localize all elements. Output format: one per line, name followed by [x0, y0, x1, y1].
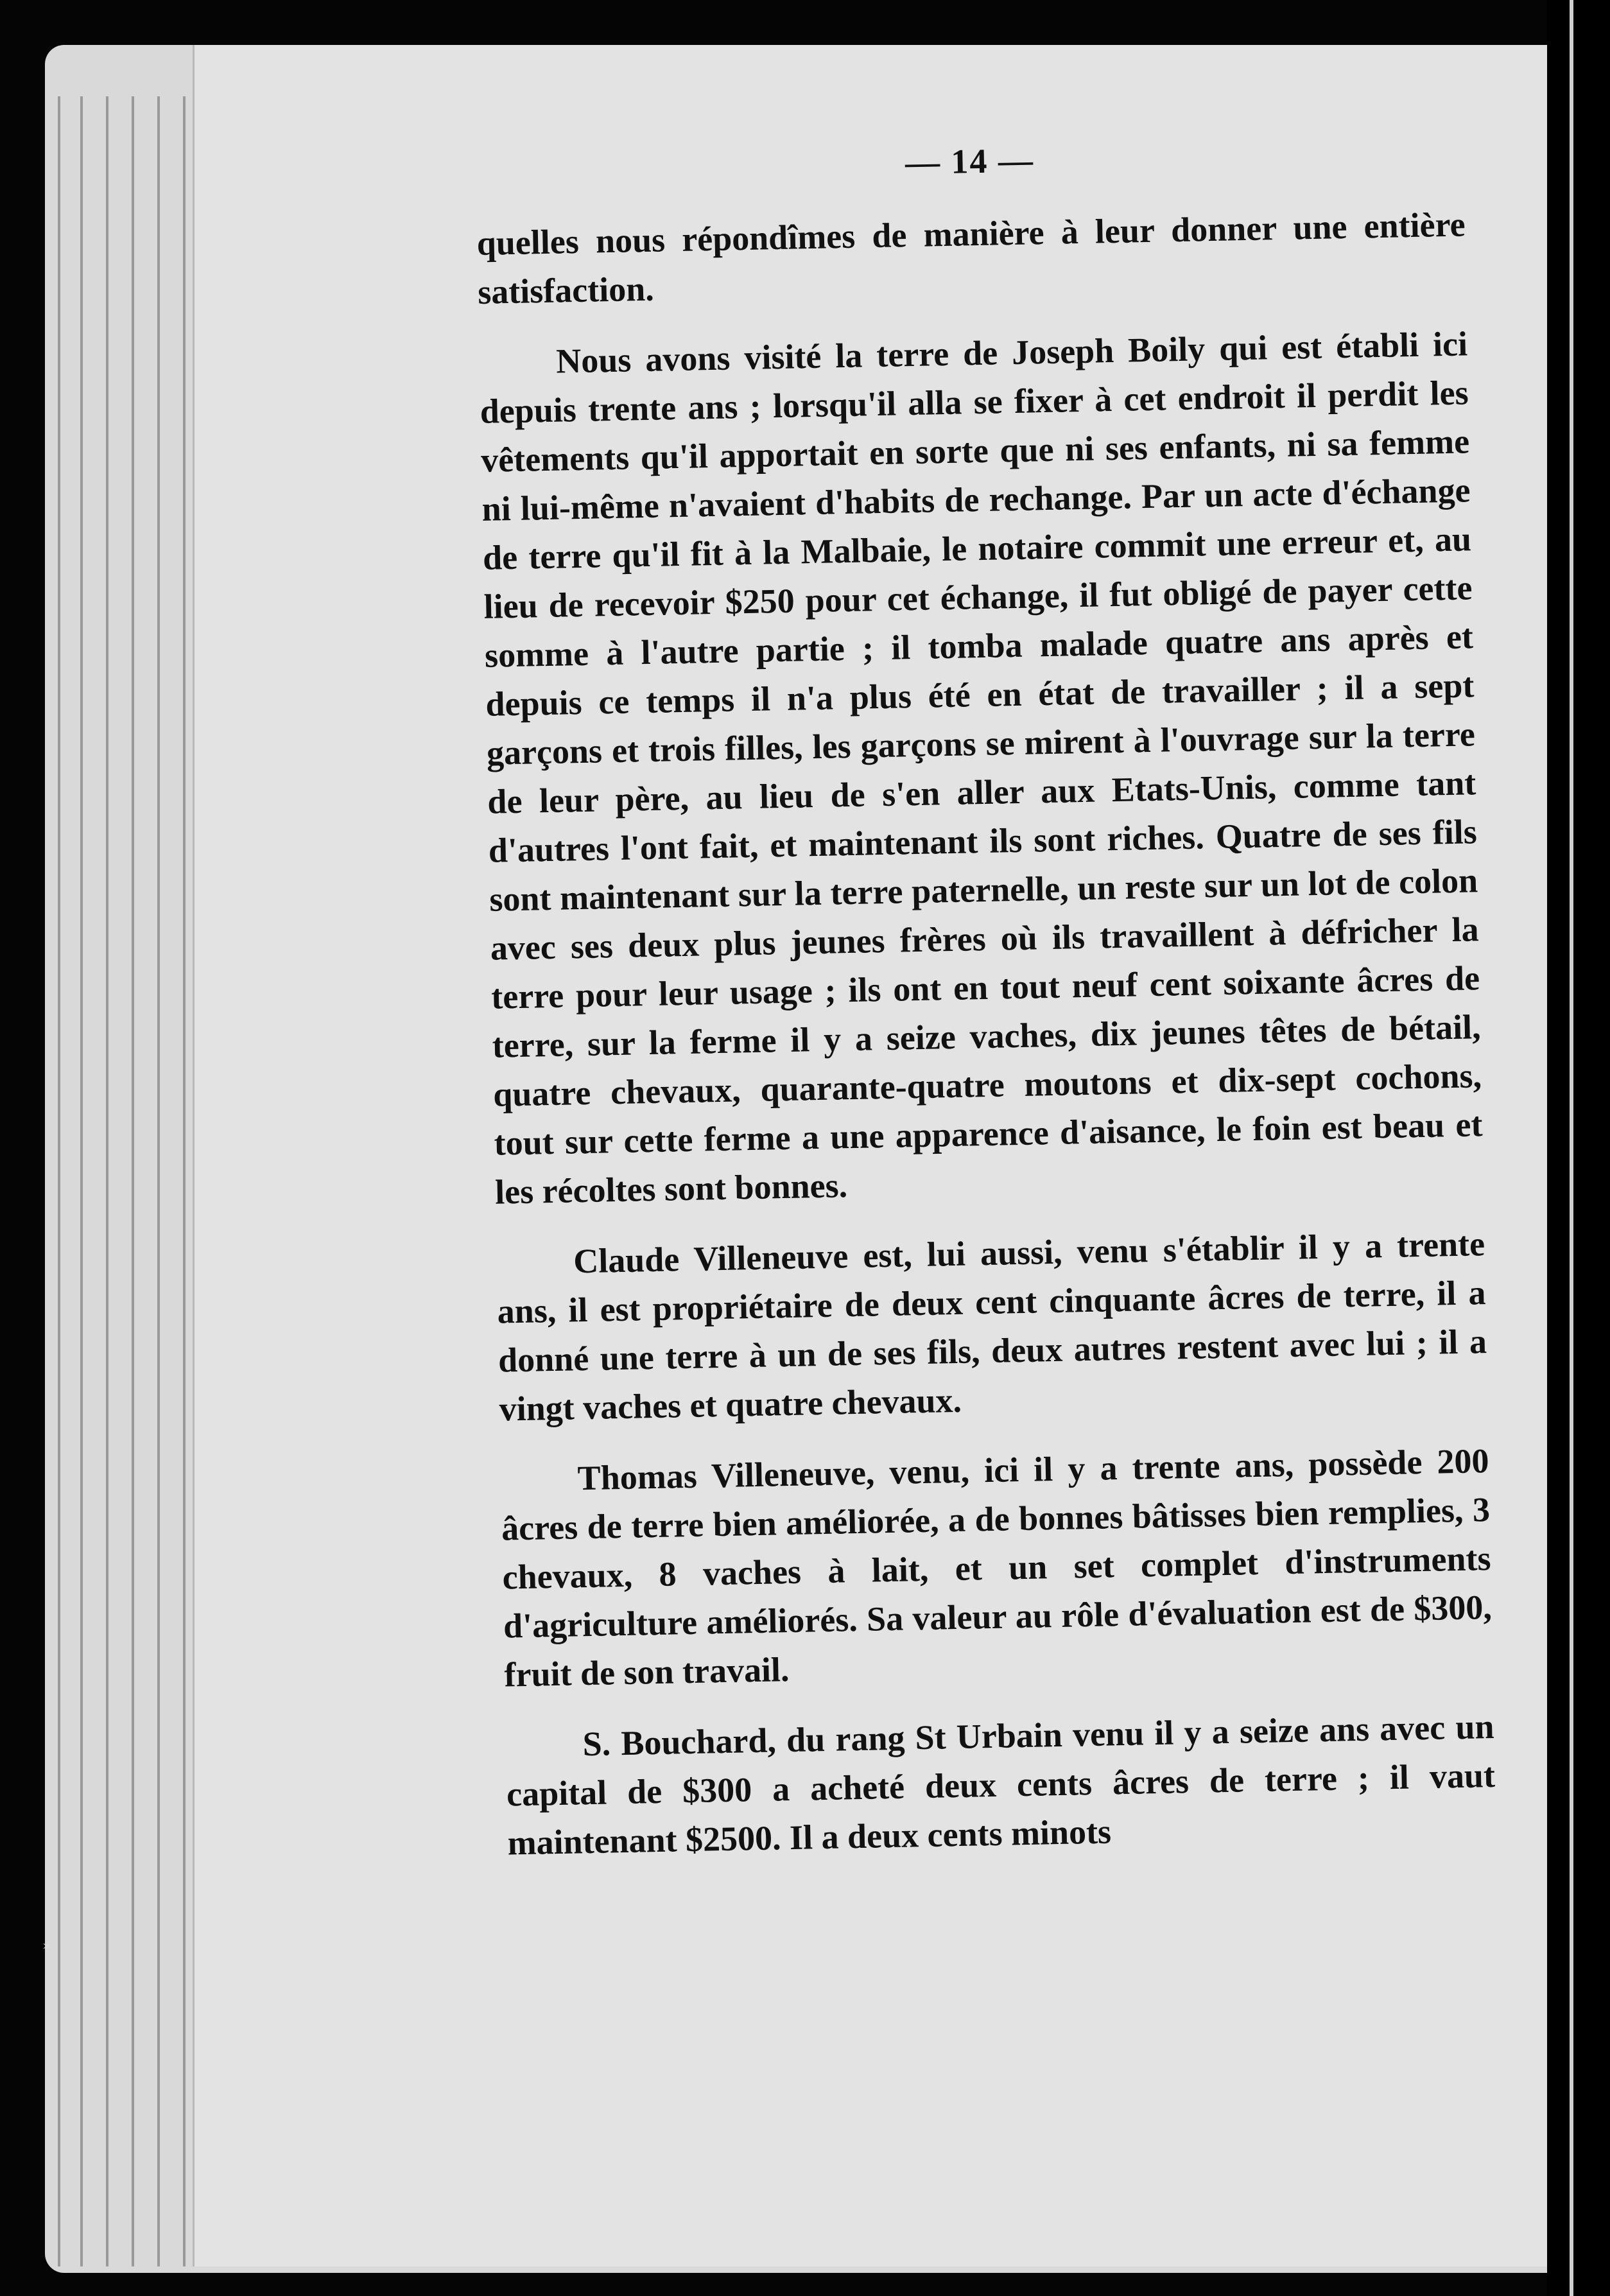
page-edge	[157, 96, 160, 2266]
paragraph-thomas-villeneuve: Thomas Villeneuve, venu, ici il y a trente ans, possède 200 âcres de terre bien améliorée, a de bonnes bâtisses bien remplies, 3 chevaux, 8 vaches à lait, et un set complet d'instruments d'agriculture améliorés. Sa valeur au rôle d'évaluation est de $300, fruit de son travail.	[501, 1441, 1493, 1694]
page-edge	[80, 96, 83, 2266]
paragraph-claude-villeneuve: Claude Villeneuve est, lui aussi, venu s'établir il y a trente ans, il est propriétaire de deux cent cinquante âcres de terre, il a donné une terre à un de ses fils, deux autres restent avec lui ; il a vingt vaches et quatre chevaux.	[497, 1224, 1487, 1429]
page-edge	[132, 96, 134, 2266]
page-edge	[183, 96, 186, 2266]
page-text	[475, 132, 1497, 1889]
binding-line	[1570, 0, 1573, 2296]
scan-speck: ✶	[42, 1939, 54, 1955]
page-number: — 14 —	[905, 141, 1035, 182]
paragraph-s-bouchard: S. Bouchard, du rang St Urbain venu il y a seize ans avec un capital de $300 a acheté deux cents âcres de terre ; il vaut maintenant $2500. Il a deux cents minots	[506, 1707, 1496, 1863]
scan-right-border	[1547, 0, 1610, 2296]
paragraph-continuation: quelles nous répondîmes de manière à leur donner une entière satisfaction.	[476, 205, 1466, 311]
page-edge	[106, 96, 108, 2266]
paragraph-joseph-boily: Nous avons visité la terre de Joseph Boily qui est établi ici depuis trente ans ; lorsqu'il alla se fixer à cet endroit il perdit les vêtements qu'il apportait en sorte que ni ses enfants, ni sa femme ni lui-même n'avaient d'habits de rechange. Par un acte d'échange de terre qu'il fit à la Malbaie, le notaire commit une erreur et, au lieu de recevoir $250 pour cet échange, il fut obligé de payer cette somme à l'autre partie ; il tomba malade quatre ans après et depuis ce temps il n'a plus été en état de travailler ; il a sept garçons et trois filles, les garçons se mirent à l'ouvrage sur la terre de leur père, au lieu de s'en aller aux Etats-Unis, comme tant d'autres l'ont fait, et maintenant ils sont riches. Quatre de ses fils sont maintenant sur la terre paternelle, un reste sur un lot de colon avec ses deux plus jeunes frères où ils travaillent à défricher la terre pour leur usage ; ils ont en tout neuf cent soixante âcres de terre, sur la ferme il y a seize vaches, dix jeunes têtes de bétail, quatre chevaux, quarante-quatre moutons et dix-sept cochons, tout sur cette ferme a une apparence d'aisance, le foin est beau et les récoltes sont bonnes.	[480, 324, 1483, 1212]
